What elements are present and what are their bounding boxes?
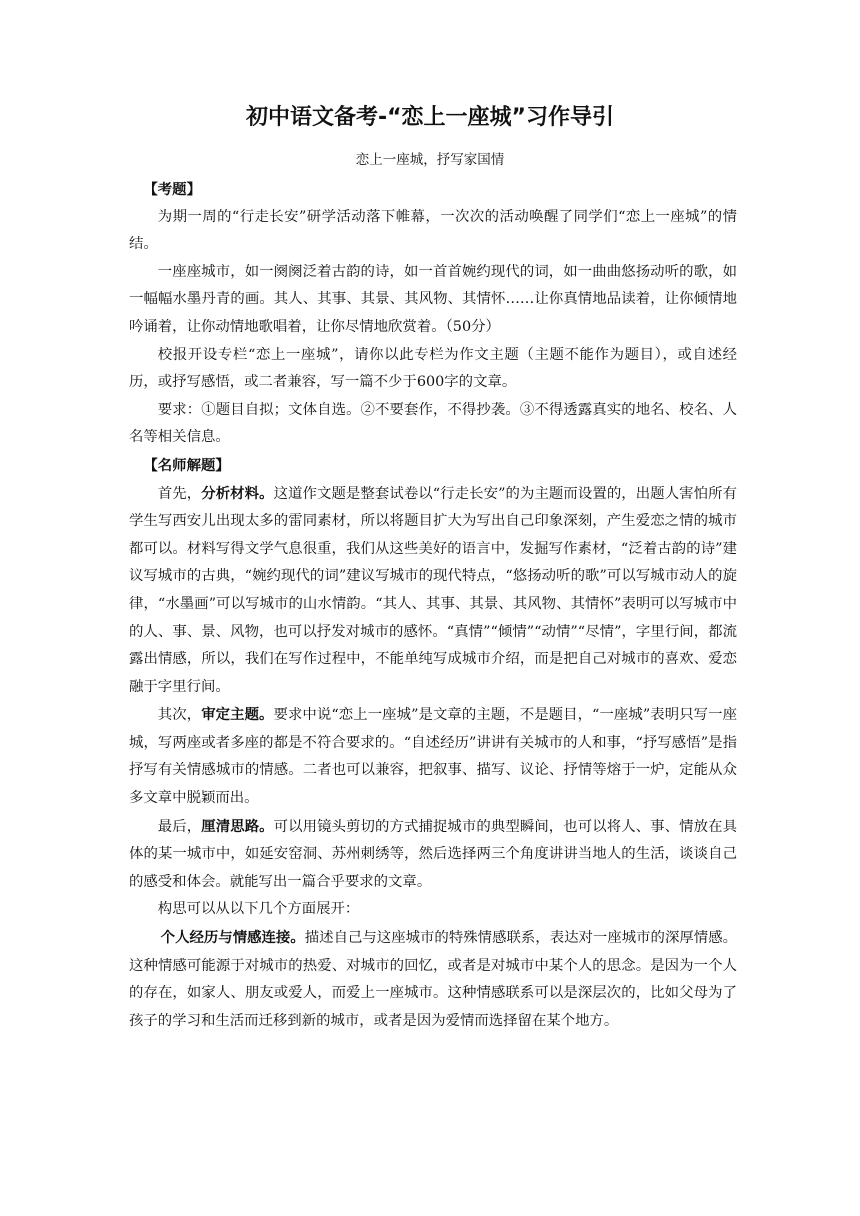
bold-keyword: 审定主题。 bbox=[201, 706, 274, 724]
paragraph: 构思可以从以下几个方面展开： bbox=[157, 901, 360, 918]
paragraph: 为期一周的“行走长安”研学活动落下帷幕，一次次的活动唤醒了同学们“恋上一座城”的情结。 bbox=[129, 208, 737, 253]
paragraph-text: 可以用镜头剪切的方式捕捉城市的典型瞬间，也可以将人、事、情放在具体的某一城市中，如延安窑洞、苏州刺绣等，然后选择两三个角度讲讲当地人的生活，谈谈自己的感受和体会。就能写出一篇合乎要求的文章。 bbox=[129, 818, 737, 890]
paragraph-text: 这道作文题是整套试卷以“行走长安”的为主题而设置的，出题人害怕所有学生写西安儿出现太多的雷同素材，所以将题目扩大为写出自己印象深刻，产生爱恋之情的城市都可以。材料写得文学气息很重，我们从这些美好的语言中，发掘写作素材，“泛着古韵的诗”建议写城市的古典，“婉约现代的词”建议写城市的现代特点，“悠扬动听的歌”可以写城市动人的旋律，“水墨画”可以写城市的山水情韵。“其人、其事、其景、其风物、其情怀”表明可以写城市中的人、事、景、风物，也可以抒发对城市的感怀。“真情”“倾情”“动情”“尽情”，字里行间，都流露出情感，所以，我们在写作过程中，不能单纯写成城市介绍，而是把自己对城市的喜欢、爱恋融于字里行间。 bbox=[129, 485, 737, 695]
bold-keyword: 厘清思路。 bbox=[201, 817, 274, 835]
page-title: 初中语文备考-“恋上一座城”习作导引 bbox=[245, 105, 615, 130]
section-heading-kaoti: 【考题】 bbox=[143, 181, 201, 198]
paragraph bbox=[129, 480, 737, 702]
paragraph: 校报开设专栏“恋上一座城”，请你以此专栏为作文主题（主题不能作为题目），或自述经历，或抒写感悟，或二者兼容，写一篇不少于600字的文章。 bbox=[129, 346, 737, 391]
paragraph bbox=[129, 813, 737, 897]
paragraph: 要求：①题目自拟；文体自选。②不要套作，不得抄袭。③不得透露真实的地名、校名、人名等相关信息。 bbox=[129, 401, 737, 446]
paragraph-lead: 其次， bbox=[157, 707, 202, 724]
paragraph-lead: 最后， bbox=[157, 818, 202, 835]
paragraph bbox=[129, 924, 737, 1035]
document-body bbox=[129, 176, 737, 1035]
paragraph-lead: 首先， bbox=[157, 485, 202, 502]
section-heading-jieti: 【名师解题】 bbox=[143, 456, 230, 474]
paragraph: 一座座城市，如一阕阕泛着古韵的诗，如一首首婉约现代的词，如一曲曲悠扬动听的歌，如一幅幅水墨丹青的画。其人、其事、其景、其风物、其情怀……让你真情地品读着，让你倾情地吟诵着，让你动情地歌唱着，让你尽情地欣赏着。（50分） bbox=[129, 263, 737, 335]
bold-keyword: 个人经历与情感连接。 bbox=[160, 929, 305, 947]
bold-keyword: 分析材料。 bbox=[201, 484, 274, 502]
paragraph bbox=[129, 701, 737, 812]
paragraph-text: 要求中说“恋上一座城”是文章的主题，不是题目，“一座城”表明只写一座城，写两座或者多座的都是不符合要求的。“自述经历”讲讲有关城市的人和事，“抒写感悟”是指抒写有关情感城市的情感。二者也可以兼容，把叙事、描写、议论、抒情等熔于一炉，定能从众多文章中脱颖而出。 bbox=[129, 707, 737, 807]
page-subtitle: 恋上一座城，抒写家国情 bbox=[355, 152, 505, 168]
paragraph-text: 描述自己与这座城市的特殊情感联系，表达对一座城市的深厚情感。这种情感可能源于对城市的热爱、对城市的回忆，或者是对城市中某个人的思念。是因为一个人的存在，如家人、朋友或爱人，而爱上一座城市。这种情感联系可以是深层次的，比如父母为了孩子的学习和生活而迁移到新的城市，或者是因为爱情而选择留在某个地方。 bbox=[129, 930, 737, 1029]
